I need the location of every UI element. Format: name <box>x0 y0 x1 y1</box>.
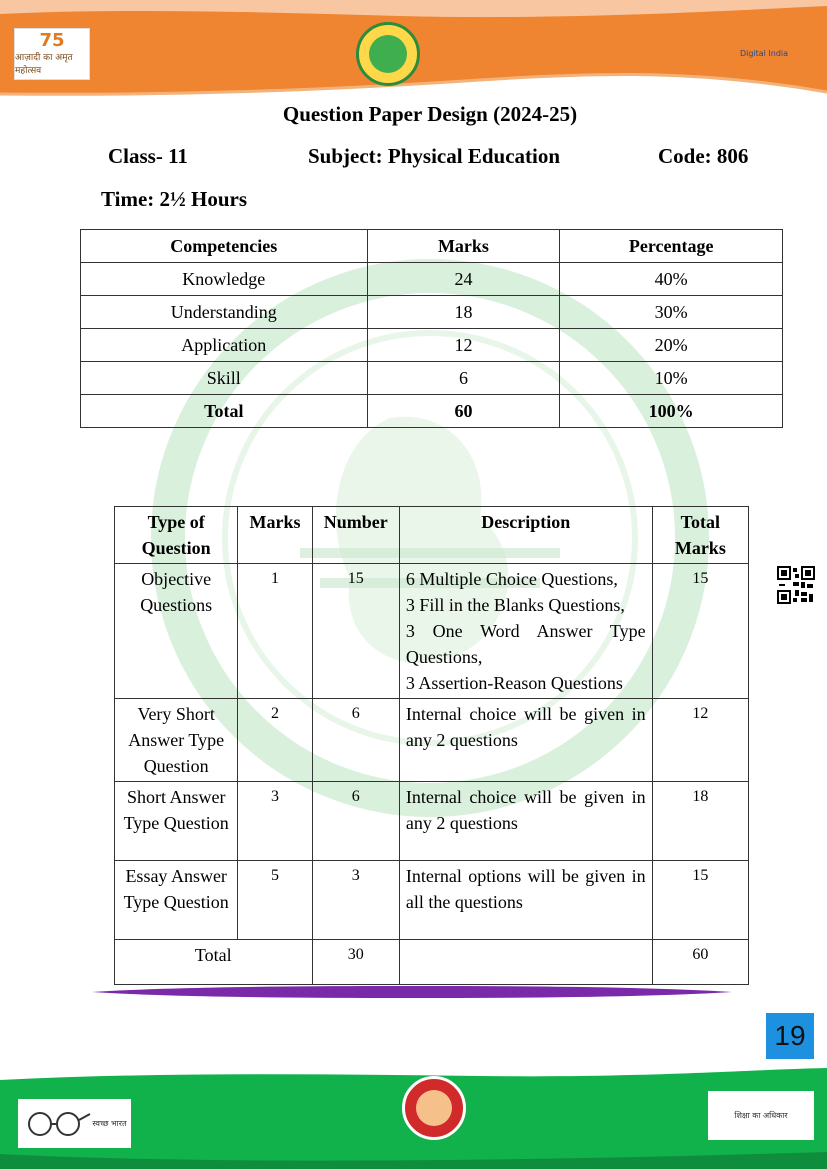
number-cell: 15 <box>312 564 399 699</box>
table-row <box>81 362 783 395</box>
description-cell <box>399 699 652 782</box>
competency-table <box>80 229 783 428</box>
description-line: Internal options will be given in all the questions <box>405 866 646 912</box>
marks-cell: 12 <box>367 329 560 362</box>
description-cell <box>399 782 652 861</box>
subject-label: Subject: Physical Education <box>308 144 561 168</box>
total-marks-cell: 12 <box>652 699 748 782</box>
girl-face-icon <box>416 1090 452 1126</box>
percentage-cell: 30% <box>560 296 783 329</box>
azadi-amrit-mahotsav-logo <box>14 28 90 80</box>
total-marks-cell: 15 <box>652 861 748 940</box>
total-label: Total <box>115 940 313 985</box>
competency-cell: Skill <box>81 362 368 395</box>
code-label: Code: 806 <box>658 144 749 168</box>
total-label: Total <box>81 395 368 428</box>
total-row <box>115 940 749 985</box>
logo-caption: आज़ादी का अमृत महोत्सव <box>15 53 73 76</box>
description-line: Internal choice will be given in any 2 questions <box>405 787 646 833</box>
column-header: Description <box>399 507 652 564</box>
page-number: 19 <box>766 1013 814 1059</box>
board-emblem <box>356 22 420 86</box>
swachh-bharat-logo <box>18 1099 131 1148</box>
description-cell <box>399 564 652 699</box>
marks-cell: 18 <box>367 296 560 329</box>
table-row <box>81 329 783 362</box>
description-line: 6 Multiple Choice Questions, <box>405 569 618 589</box>
table-row <box>81 296 783 329</box>
table-row <box>115 699 749 782</box>
percentage-cell: 20% <box>560 329 783 362</box>
number-cell: 6 <box>312 699 399 782</box>
total-percentage: 100% <box>560 395 783 428</box>
total-marks: 60 <box>367 395 560 428</box>
table-row <box>115 782 749 861</box>
column-header: Competencies <box>81 230 368 263</box>
marks-cell: 24 <box>367 263 560 296</box>
competency-cell: Understanding <box>81 296 368 329</box>
beti-bachao-logo <box>402 1076 466 1140</box>
description-line: 3 One Word Answer Type Questions, <box>405 621 646 667</box>
class-label: Class- 11 <box>108 144 188 168</box>
table-header-row <box>115 507 749 564</box>
table-row <box>115 861 749 940</box>
table-row <box>115 564 749 699</box>
question-type-table <box>114 506 749 985</box>
description-line: 3 Fill in the Blanks Questions, <box>405 595 625 615</box>
marks-cell: 5 <box>238 861 312 940</box>
column-header: Number <box>312 507 399 564</box>
question-type-cell: Short Answer Type Question <box>115 782 238 861</box>
spectacles-icon <box>22 1110 92 1138</box>
number-cell: 6 <box>312 782 399 861</box>
column-header: Total Marks <box>652 507 748 564</box>
marks-cell: 1 <box>238 564 312 699</box>
percentage-cell: 40% <box>560 263 783 296</box>
marks-cell: 3 <box>238 782 312 861</box>
marks-cell: 2 <box>238 699 312 782</box>
emblem-center <box>369 35 407 73</box>
right-to-education-logo <box>708 1091 814 1140</box>
description-line: Internal choice will be given in any 2 questions <box>405 704 646 750</box>
description-line: 3 Assertion-Reason Questions <box>405 673 623 693</box>
marks-cell: 6 <box>367 362 560 395</box>
table-header-row <box>81 230 783 263</box>
table-row <box>81 263 783 296</box>
question-type-cell: Very Short Answer Type Question <box>115 699 238 782</box>
column-header: Percentage <box>560 230 783 263</box>
question-type-cell: Essay Answer Type Question <box>115 861 238 940</box>
decorative-divider <box>92 986 732 998</box>
digital-india-logo <box>728 36 800 70</box>
total-number: 30 <box>312 940 399 985</box>
percentage-cell: 10% <box>560 362 783 395</box>
rte-text: शिक्षा का अधिकार <box>734 1111 788 1120</box>
total-row <box>81 395 783 428</box>
digital-india-text: Digital India <box>739 48 789 58</box>
qr-code <box>777 566 815 604</box>
column-header: Marks <box>367 230 560 263</box>
total-marks-sum: 60 <box>652 940 748 985</box>
column-header: Type of Question <box>115 507 238 564</box>
question-type-cell: Objective Questions <box>115 564 238 699</box>
total-marks-cell: 18 <box>652 782 748 861</box>
logo-number: 75 <box>39 30 65 51</box>
number-cell: 3 <box>312 861 399 940</box>
time-label: Time: 2½ Hours <box>101 187 248 211</box>
competency-cell: Application <box>81 329 368 362</box>
document-title: Question Paper Design (2024-25) <box>282 102 578 126</box>
total-description <box>399 940 652 985</box>
competency-cell: Knowledge <box>81 263 368 296</box>
description-cell <box>399 861 652 940</box>
swachh-bharat-text: स्वच्छ भारत <box>92 1119 127 1128</box>
total-marks-cell: 15 <box>652 564 748 699</box>
column-header: Marks <box>238 507 312 564</box>
